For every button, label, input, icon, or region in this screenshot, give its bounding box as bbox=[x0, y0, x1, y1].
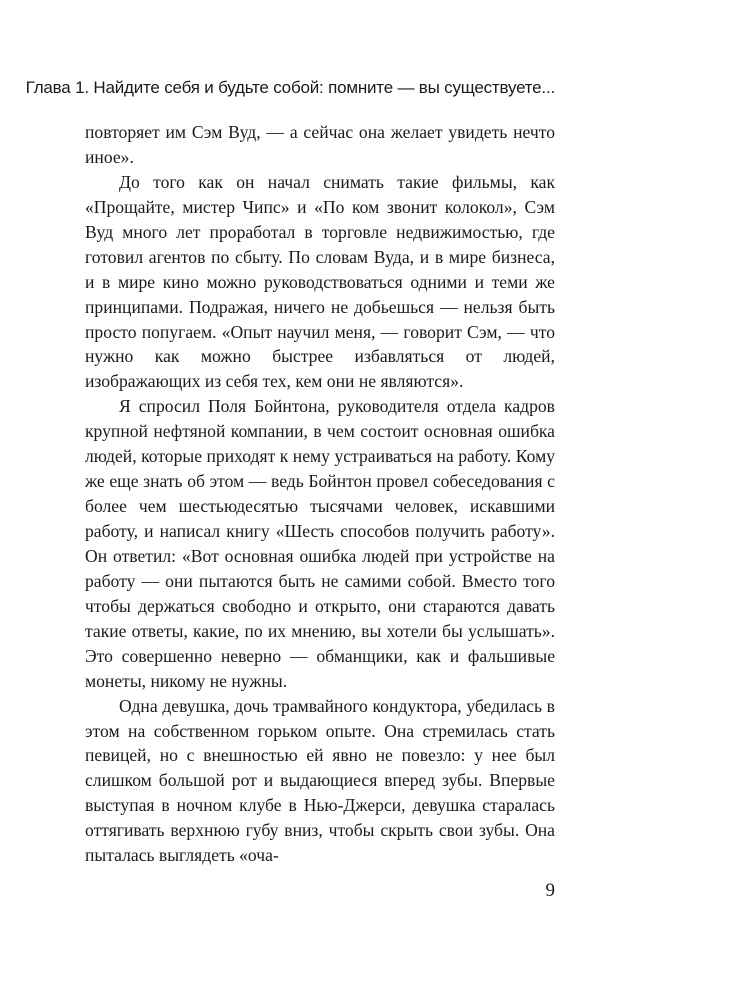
paragraph-singer: Одна девушка, дочь трамвайного кондуктора, убедилась в этом на собственном горьком опыте. Она стремилась стать певицей, но с внешностью ей явно не повезло: у нее был слишком большой рот и выдающиеся вперед зубы. Впервые выступая в ночном клубе в Нью-Джерси, девушка старалась оттягивать верхнюю губу вниз, чтобы скрыть свои зубы. Она пыталась выглядеть «оча- bbox=[85, 695, 555, 866]
running-head: Глава 1. Найдите себя и будьте собой: помните — вы существуете... bbox=[25, 78, 555, 97]
body-text bbox=[85, 120, 555, 868]
paragraph-boynton: Я спросил Поля Бойнтона, руководителя отдела кадров крупной нефтяной компании, в чем состоит основная ошибка людей, которые приходят к нему устраиваться на работу. Кому же еще знать об этом — ведь Бойнтон провел собеседования с более чем шестьюдесятью тысячами человек, искавшими работу, и написал книгу «Шесть способов получить работу». Он ответил: «Вот основная ошибка людей при устройстве на работу — они пытаются быть не самими собой. Вместо того чтобы держаться свободно и открыто, они стараются давать такие ответы, какие, по их мнению, вы хотели бы услышать». Это совершенно неверно — обманщики, как и фальшивые монеты, никому не нужны. bbox=[85, 396, 555, 691]
paragraph-sam-wood: До того как он начал снимать такие фильмы, как «Прощайте, мистер Чипс» и «По ком звонит колокол», Сэм Вуд много лет проработал в торговле недвижимостью, где готовил агентов по сбыту. По словам Вуда, и в мире бизнеса, и в мире кино можно руководствоваться одними и теми же принципами. Подражая, ничего не добьешься — нельзя быть просто попугаем. «Опыт научил меня, — говорит Сэм, — что нужно как можно быстрее избавляться от людей, изображающих из себя тех, кем они не являются». bbox=[85, 171, 555, 392]
page-number: 9 bbox=[545, 880, 555, 901]
paragraph-continued: повторяет им Сэм Вуд, — а сейчас она желает увидеть нечто иное». bbox=[85, 122, 555, 167]
